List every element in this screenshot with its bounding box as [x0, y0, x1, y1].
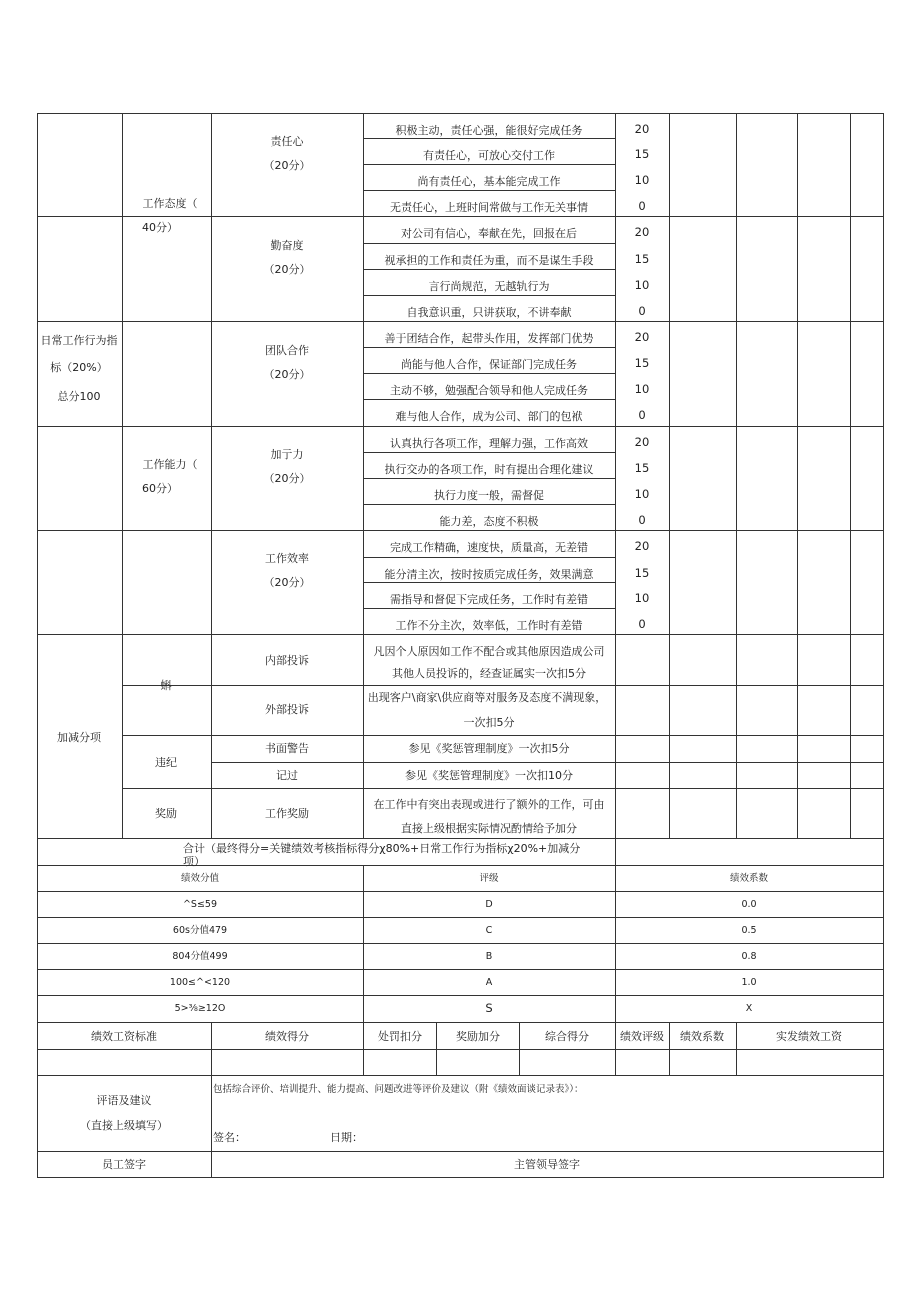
wage-header: 实发绩效工资: [776, 1030, 842, 1043]
grid-line: [850, 113, 851, 635]
grid-line: [883, 865, 884, 1023]
wage-header: 综合得分: [545, 1030, 589, 1043]
grid-line: [883, 838, 884, 866]
grade-cell: 0.5: [741, 925, 757, 936]
criterion-text: 言行尚规范，无越轨行为: [428, 280, 550, 293]
grid-line: [37, 634, 38, 839]
grid-line: [363, 1022, 364, 1076]
manager-signature: 主管领导签字: [514, 1158, 580, 1171]
item-name: 责任心: [270, 134, 304, 148]
grid-line: [37, 1049, 884, 1050]
wage-standard-label: 绩效工资标准: [91, 1030, 157, 1043]
violation-category: 违纪: [155, 756, 177, 769]
grid-line: [883, 113, 884, 635]
grid-line: [37, 1075, 884, 1076]
comments-label: （直接上级填写）: [80, 1119, 168, 1132]
grid-line: [37, 838, 38, 866]
criterion-text: 执行力度一般，需督促: [434, 489, 544, 502]
criterion-text: 善于团结合作，起带头作用，发挥部门优势: [384, 332, 594, 345]
grade-cell: 1.0: [741, 977, 757, 988]
grade-cell: 5>⅜≥12O: [174, 1003, 226, 1014]
criterion-score: 0: [638, 617, 646, 631]
criterion-score: 0: [638, 199, 646, 213]
daily-label-line: 总分100: [57, 390, 101, 403]
grid-line: [615, 113, 616, 635]
grid-line: [122, 113, 123, 635]
grid-line: [211, 1075, 212, 1152]
criterion-score: 10: [634, 173, 650, 187]
grid-line: [363, 399, 616, 400]
criterion-text: 无责任心，上班时间常做与工作无关事情: [390, 201, 588, 214]
grid-line: [211, 634, 212, 839]
criterion-score: 15: [634, 461, 650, 475]
bonus-label: 加减分项: [57, 731, 101, 744]
criterion-text: 自我意识重，只讲获取，不讲奉献: [406, 306, 572, 319]
internal-complaint: 内部投诉: [265, 654, 309, 667]
grid-line: [211, 762, 884, 763]
wage-header: 绩效评级: [620, 1030, 664, 1043]
item-points: （20分）: [263, 262, 311, 276]
grid-line: [850, 634, 851, 839]
grade-cell: 60s分值479: [172, 925, 228, 936]
criterion-score: 20: [634, 330, 650, 344]
grid-line: [37, 426, 884, 427]
criterion-score: 0: [638, 513, 646, 527]
total-formula: 合计（最终得分=关键绩效考核指标得分χ80%+日常工作行为指标χ20%+加减分: [183, 842, 581, 855]
criterion-score: 0: [638, 304, 646, 318]
criterion-score: 20: [634, 225, 650, 239]
grid-line: [797, 634, 798, 839]
grid-line: [363, 113, 364, 635]
grid-line: [37, 1022, 884, 1023]
grade-header: 评级: [479, 873, 499, 884]
grid-line: [37, 969, 884, 970]
criterion-text: 积极主动，责任心强，能很好完成任务: [395, 124, 583, 137]
grade-cell: 0.8: [741, 951, 757, 962]
grid-line: [37, 1177, 884, 1178]
grade-header: 绩效分值: [180, 873, 220, 884]
grid-line: [363, 164, 616, 165]
grid-line: [122, 634, 123, 839]
group-label-line: 工作能力（: [142, 457, 198, 471]
item-name: 加亍力: [270, 448, 304, 461]
grid-line: [363, 634, 364, 839]
wage-header: 奖励加分: [456, 1030, 500, 1043]
external-complaint-desc: 出现客户\商家\供应商等对服务及态度不满现象，: [367, 691, 607, 704]
grade-cell: 0.0: [741, 899, 757, 910]
grid-line: [363, 865, 364, 1023]
grid-line: [363, 190, 616, 191]
grade-header: 绩效系数: [729, 873, 769, 884]
grid-line: [363, 557, 616, 558]
group-label-line: 60分）: [142, 481, 178, 495]
wage-header: 处罚扣分: [378, 1030, 422, 1043]
grid-line: [436, 1022, 437, 1076]
grid-line: [37, 865, 884, 866]
grid-line: [37, 865, 38, 1023]
demerit-desc: 参见《奖惩管理制度》一次扣10分: [405, 769, 573, 782]
grade-cell: ^S≤59: [182, 899, 218, 910]
date-label: 日期：: [330, 1131, 363, 1144]
grid-line: [37, 113, 38, 635]
grid-line: [669, 113, 670, 635]
grid-line: [883, 634, 884, 839]
criterion-score: 10: [634, 278, 650, 292]
grid-line: [883, 1151, 884, 1178]
internal-complaint-desc: 其他人员投诉的，经查证属实一次扣5分: [392, 667, 586, 680]
criterion-text: 视承担的工作和责任为重，而不是谋生手段: [384, 254, 594, 267]
grid-line: [363, 243, 616, 244]
criterion-text: 尚能与他人合作，保证部门完成任务: [401, 358, 577, 371]
criterion-score: 20: [634, 122, 650, 136]
grade-cell: A: [485, 977, 493, 988]
grid-line: [736, 634, 737, 839]
grid-line: [37, 891, 884, 892]
grid-line: [37, 113, 884, 114]
criterion-text: 能力差，态度不积极: [439, 515, 539, 528]
grid-line: [122, 685, 884, 686]
criterion-text: 工作不分主次，效率低，工作时有差错: [395, 619, 583, 632]
grid-line: [211, 1151, 212, 1178]
criterion-text: 执行交办的各项工作，时有提出合理化建议: [384, 463, 594, 476]
internal-complaint-desc: 凡因个人原因如工作不配合或其他原因造成公司: [373, 645, 605, 658]
group-label-line: 工作态度（: [142, 197, 198, 210]
grid-line: [37, 943, 884, 944]
grid-line: [211, 1022, 212, 1076]
grade-cell: D: [485, 899, 493, 910]
criterion-score: 10: [634, 382, 650, 396]
item-points: （20分）: [263, 158, 311, 172]
daily-label-line: 日常工作行为指: [40, 334, 118, 347]
external-complaint: 外部投诉: [265, 703, 309, 716]
grid-line: [37, 634, 884, 635]
grid-line: [37, 995, 884, 996]
criterion-score: 10: [634, 487, 650, 501]
grid-line: [363, 582, 616, 583]
external-complaint-desc: 一次扣5分: [463, 716, 515, 729]
grid-line: [363, 347, 616, 348]
grade-cell: 804分值499: [172, 951, 228, 962]
grid-line: [122, 735, 884, 736]
grade-cell: 100≤^<120: [169, 977, 231, 988]
criterion-score: 20: [634, 539, 650, 553]
criterion-text: 需指导和督促下完成任务，工作时有差错: [390, 593, 588, 606]
comments-hint: 包括综合评价、培训提升、能力提高、问题改进等评价及建议（附《绩效面谈记录表》）：: [213, 1084, 584, 1095]
criterion-score: 20: [634, 435, 650, 449]
grid-line: [797, 113, 798, 635]
criterion-text: 完成工作精确，速度快，质量高，无差错: [390, 541, 588, 554]
grid-line: [883, 1022, 884, 1076]
grid-line: [615, 1022, 616, 1076]
criterion-text: 认真执行各项工作，理解力强，工作高效: [390, 437, 588, 450]
reward-category: 奖励: [155, 807, 177, 820]
grid-line: [669, 634, 670, 839]
criterion-text: 有责任心，可放心交付工作: [423, 149, 555, 162]
criterion-text: 能分清主次，按时按质完成任务，效果满意: [384, 568, 594, 581]
work-reward-desc: 在工作中有突出表现或进行了额外的工作，可由: [373, 798, 605, 811]
criterion-text: 难与他人合作，成为公司、部门的包袱: [395, 410, 583, 423]
item-points: （20分）: [263, 367, 311, 381]
written-warning-desc: 参见《奖惩管理制度》一次扣5分: [408, 742, 570, 755]
work-reward-desc: 直接上级根据实际情况酌情给予加分: [401, 822, 577, 835]
grid-line: [37, 1075, 38, 1152]
comments-label: 评语及建议: [96, 1094, 152, 1107]
grid-line: [37, 1151, 38, 1178]
grid-line: [37, 530, 884, 531]
grid-line: [883, 1075, 884, 1152]
grid-line: [669, 1022, 670, 1076]
grid-line: [37, 1151, 884, 1152]
signature-label: 签名：: [213, 1131, 246, 1144]
item-points: （20分）: [263, 576, 311, 589]
grade-cell: S: [485, 1001, 493, 1015]
employee-signature: 员工签字: [102, 1158, 146, 1171]
criterion-score: 0: [638, 408, 646, 422]
criterion-text: 对公司有信心，奉献在先，回报在后: [401, 227, 577, 240]
grid-line: [363, 608, 616, 609]
grid-line: [363, 504, 616, 505]
grid-line: [519, 1022, 520, 1076]
grid-line: [37, 838, 884, 839]
item-name: 团队合作: [265, 343, 309, 357]
group-label-line: 40分）: [142, 221, 178, 234]
wage-header: 绩效得分: [265, 1030, 309, 1043]
item-name: 勤奋度: [270, 238, 304, 252]
grid-line: [363, 373, 616, 374]
grid-line: [363, 295, 616, 296]
grid-line: [122, 321, 884, 322]
criterion-text: 尚有责任心，基本能完成工作: [417, 175, 561, 188]
grid-line: [363, 138, 616, 139]
grid-line: [37, 216, 884, 217]
grid-line: [37, 1022, 38, 1076]
item-name: 工作效率: [265, 552, 309, 565]
grid-line: [363, 269, 616, 270]
grid-line: [211, 113, 212, 635]
criterion-score: 15: [634, 356, 650, 370]
grade-cell: B: [485, 951, 493, 962]
criterion-score: 10: [634, 591, 650, 605]
wage-header: 绩效系数: [680, 1030, 724, 1043]
grid-line: [363, 478, 616, 479]
grid-line: [363, 452, 616, 453]
written-warning: 书面警告: [265, 742, 309, 755]
grid-line: [122, 788, 884, 789]
grade-cell: X: [745, 1003, 753, 1014]
grid-line: [615, 634, 616, 839]
total-formula: 项）: [183, 855, 205, 868]
grid-line: [615, 838, 616, 866]
criterion-text: 主动不够，勉强配合领导和他人完成任务: [390, 384, 588, 397]
item-points: （20分）: [263, 472, 311, 485]
demerit: 记过: [276, 769, 298, 782]
grade-cell: C: [485, 925, 493, 936]
grid-line: [736, 113, 737, 635]
complaint-category: 蝌: [160, 679, 172, 692]
daily-label-line: 标（20%）: [50, 361, 108, 374]
criterion-score: 15: [634, 566, 650, 580]
grid-line: [37, 917, 884, 918]
criterion-score: 15: [634, 147, 650, 161]
grid-line: [736, 1022, 737, 1076]
work-reward: 工作奖励: [265, 807, 309, 820]
criterion-score: 15: [634, 252, 650, 266]
grid-line: [615, 865, 616, 1023]
